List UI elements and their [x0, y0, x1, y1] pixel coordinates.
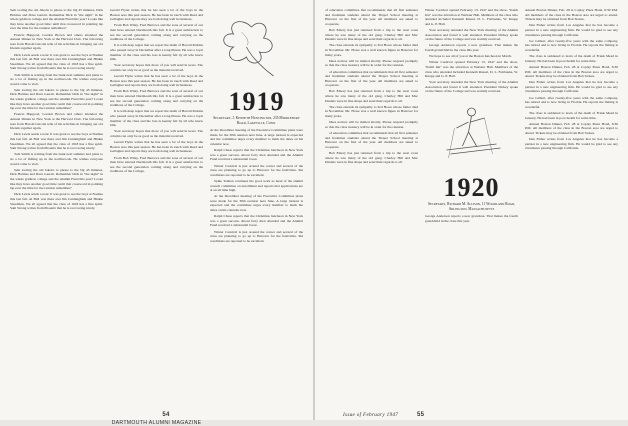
paragraph: Your secretary hopes that more of you will send in news. The column can only be as good as the material received. — [110, 63, 203, 72]
clover-illustration — [210, 12, 303, 82]
right-col-3 — [525, 8, 618, 394]
paragraph: of education committee that recommends that all first semester and freshmen students attend the Thayer School meeting at Hanover on the first of the year. All members are asked to cooperate. — [325, 69, 418, 88]
paragraph: Your secretary attended the New York meeting of the Alumni Association and found it well attended. President Dickey spoke on the future of the College and was warmly received. — [425, 80, 518, 94]
paragraph: Sent tooling the old Jakobs to phone to the big 45 minutes, Dick Holmes and Dave Garrett. Remember Dick in "the night" in the whole gridiron college and the Alumni Fund this year? Looks like they have another good time: until that crossword in pointing lap ever the time for the reunion remember? — [10, 87, 103, 111]
paragraph: Winter Carnival is just around the corner and several of the class are planning to go up to Hanover for the festivities. Ski conditions are reported to be excellent. — [210, 163, 303, 177]
paragraph: Winter Carnival opened February 13, 1947 and the show, "Keith Inn" was the attraction at Webster Hall. Members of the class who attended included Kenneth Russel, D. L. Fairbanks, W. Knapp and G. P. Hall. — [425, 60, 518, 79]
paragraph: Gerald Flynn writes that he has seen a lot of the boys in the Boston area this past season. He has been in touch with Reed and Gallagher and reports they are both doing well in business. — [110, 140, 203, 154]
left-page — [0, 0, 313, 426]
paragraph: Francis Hapgood, Gordon Brown and others attended the Annual Dinner in New York at the Harvard Club. The following note from Harold Lincoln tells of his activities in bringing our old friends together again. — [10, 32, 103, 51]
paragraph: Bob Emery has just returned from a trip to the west coast where he saw many of the old gang. Charley Hill and Mac Daniels were in fine shape and send their regards to all. — [325, 150, 418, 165]
paragraph: We hope to see all of you at the Boston luncheon in March. — [429, 54, 513, 59]
left-columns — [10, 8, 303, 394]
paragraph: Your secretary attended the New York meeting of the Alumni Association and found it well attended. President Dickey spoke on the future of the College and was warmly received. — [425, 27, 518, 42]
right-page — [315, 0, 628, 420]
paragraph: Dick Lewis sends a note: It was great to see the boys at Nashua this last fall. Al Ball was there and Jim Cunningham and Hinkie Steadman. We all agreed that the class of 1918 has a fine spirit. Sam Strong writes from Phoenix that he is recovering nicely. — [10, 52, 103, 71]
paragraph: From Bob Wiley, Fred Barrows and the sons of several of our men have entered Dartmouth this fall. It is a great satisfaction to see the second generation coming along and carrying on the traditions of the College. — [110, 23, 203, 42]
right-col-1 — [325, 8, 418, 394]
paragraph: Francis Hapgood, Gordon Brown and others attended the Annual Dinner in New York at the Harvard Club. The following note from Harold Lincoln tells of his activities in bringing our old friends together again. — [10, 112, 103, 131]
paragraph: of education committee that recommends that all first semester and freshmen students attend the Thayer School meeting at Hanover on the first of the year. All members are asked to cooperate. — [325, 8, 418, 26]
paragraph: Bob Emery has just returned from a trip to the west coast where he saw many of the old gang. Charley Hill and Mac Daniels were in fine shape and send their regards to all. — [325, 27, 418, 42]
paragraph: Annual Boston Dinner, Feb. 28 at Copley Plaza Hotel, 6:30 P.M. All members of the class in the Boston area are urged to attend. Tickets may be obtained from Bob Stokes. — [525, 64, 618, 79]
right-columns — [325, 8, 618, 394]
class-illustration — [425, 98, 518, 168]
paragraph: Your secretary hopes that more of you will send in news. The column can only be as good as the material received. — [110, 129, 203, 138]
paragraph: Ralph Chase reports that the Christmas luncheon in New York was a great success. About forty men attended and the Alumni Fund received a substantial boost. — [210, 148, 303, 162]
paragraph: George Anderson reports a new grandson. That makes the fourth grandchild in the class this year. — [425, 43, 518, 52]
paragraph: Spike Tonhan continues his good work as head of the alumni council committee on enrollment and reports that applications are at an all time high. — [210, 178, 303, 193]
paragraph: Joe Gilbert, after twenty-five years with the same company, has retired and is now living in Florida. He reports the fishing is wonderful. — [525, 38, 618, 52]
issue-date: Issue of February 1947 — [343, 412, 399, 418]
paragraph: Dan Fisher writes from Los Angeles that he has become a partner in a new engineering firm. He would be glad to see any classmates passing through California. — [525, 80, 618, 94]
magazine-name: DARTMOUTH ALUMNI MAGAZINE — [111, 420, 202, 426]
class-secretary: Secretary, J. Kenneth Huntington, 235 Middlebury Road, Lakeville, Conn. — [213, 116, 300, 125]
paragraph: Gerald Flynn writes that he has seen a lot of the boys in the Boston area this past season. He has been in touch with Reed and Gallagher and reports they are both doing well in business. — [110, 74, 203, 88]
paragraph: It is with deep regret that we report the death of Harold Perkins who passed away in December after a long illness. He was a loyal member of the class and his loss is keenly felt by all who knew him. — [110, 109, 203, 128]
paragraph: The class extends its sympathy to Ted Howe whose father died in November. Mr. Howe was a well known figure in Hanover for many years. — [325, 104, 418, 119]
paragraph: Winter Carnival is just around the corner and several of the class are planning to go up to Hanover for the festivities. Ski conditions are reported to be excellent. — [210, 229, 303, 243]
class-illustration — [210, 12, 303, 82]
class-year: 1919 — [228, 87, 285, 116]
paragraph: From Bob Wiley, Fred Barrows and the sons of several of our men have entered Dartmouth this fall. It is a great satisfaction to see the second generation coming along and carrying on the traditions of the College. — [110, 155, 203, 174]
paragraph: Dues notices will be mailed shortly. Please respond promptly so that the class treasury will be in order for the reunion. — [325, 120, 418, 129]
paragraph: George Anderson reports a new grandson. That makes the fourth grandchild in the class this year. — [425, 214, 518, 223]
skier-illustration — [425, 98, 518, 168]
paragraph: It is with deep regret that we report the death of Harold Perkins who passed away in December after a long illness. He was a loyal member of the class and his loss is keenly felt by all who knew him. — [110, 43, 203, 62]
class-secretary: Secretary, Richard M. Allison, 11 Woodland Road, Arlington, Massachusetts — [427, 202, 516, 211]
paragraph: Dick Lewis sends a note: It was great to see the boys at Nashua this last fall. Al Ball was there and Jim Cunningham and Hinkie Steadman. We all agreed that the class of 1918 has a fine spirit. Sam Strong writes from Phoenix that he is recovering nicely. — [10, 192, 103, 211]
right-col-2 — [425, 8, 518, 394]
paragraph: Sent tooling the old Jakobs to phone to the big 45 minutes, Dick Holmes and Dave Garrett. Remember Dick in "the night" in the whole gridiron college and the Alumni Fund this year? Looks like they have another good time: until that crossword in pointing lap ever the time for the reunion remember? — [10, 167, 103, 191]
class-heading-1920 — [425, 174, 518, 211]
paragraph: Dan Fisher writes from Los Angeles that he has become a partner in a new engineering firm. He would be glad to see any classmates passing through California. — [525, 23, 618, 37]
paragraph: Bob Emery has just returned from a trip to the west coast where he saw many of the old gang. Charley Hill and Mac Daniels were in fine shape and send their regards to all. — [325, 89, 418, 103]
paragraph: The class is saddened to learn of the death of Frank Mead in January. He had been in poor health for some time. — [525, 111, 618, 120]
paragraph: At the December meeting of the Executive Committee plans were made for the 30th reunion next June. A large turnout is expected and the committee urges every member to mark the dates on his calendar now. — [210, 194, 303, 213]
paragraph: At the December meeting of the Executive Committee plans were made for the 30th reunion next June. A large turnout is expected and the committee urges every member to mark the dates on his calendar now. — [210, 128, 303, 146]
paragraph: Dick Lewis sends a note: It was great to see the boys at Nashua this last fall. Al Ball was there and Jim Cunningham and Hinkie Steadman. We all agreed that the class of 1918 has a fine spirit. Sam Strong writes from Phoenix that he is recovering nicely. — [10, 132, 103, 151]
paragraph: Annual Boston Dinner, Feb. 28 at Copley Plaza Hotel, 6:30 P.M. All members of the class in the Boston area are urged to attend. Tickets may be obtained from Bob Stokes. — [525, 8, 618, 22]
paragraph: Tom Smith is retiring from the bank next summer and plans to do a lot of fishing up in the northwoods. He wishes everyone would come to visit. — [10, 72, 103, 86]
class-year: 1920 — [443, 173, 500, 203]
paragraph: Dan Fisher writes from Los Angeles that he has become a partner in a new engineering firm. He would be glad to see any classmates passing through California. — [525, 137, 618, 151]
paragraph: Sent tooling the old Jakobs to phone to the big 45 minutes, Dick Holmes and Dave Garrett. Remember Dick in "the night" in the whole gridiron college and the Alumni Fund this year? Looks like they have another good time: until that crossword in pointing lap ever the time for the reunion remember? — [10, 8, 103, 31]
page-number: 54 — [162, 412, 170, 418]
paragraph: From Bob Wiley, Fred Barrows and the sons of several of our men have entered Dartmouth this fall. It is a great satisfaction to see the second generation coming along and carrying on the traditions of the College. — [110, 89, 203, 108]
class-heading-1919 — [210, 88, 303, 125]
paragraph: Winter Carnival opened February 13, 1947 and the show, "Keith Inn" was the attraction at Webster Hall. Members of the class who attended included Kenneth Russel, D. L. Fairbanks, W. Knapp and G. P. Hall. — [425, 8, 518, 26]
paragraph: of education committee that recommends that all first semester and freshmen students attend the Thayer School meeting at Hanover on the first of the year. All members are asked to cooperate. — [325, 131, 418, 149]
page-number: 55 — [417, 412, 425, 418]
left-col-2 — [110, 8, 203, 394]
paragraph: Dues notices will be mailed shortly. Please respond promptly so that the class treasury will be in order for the reunion. — [325, 58, 418, 68]
paragraph: Tom Smith is retiring from the bank next summer and plans to do a lot of fishing up in the northwoods. He wishes everyone would come to visit. — [10, 152, 103, 166]
paragraph: Annual Boston Dinner, Feb. 28 at Copley Plaza Hotel, 6:30 P.M. All members of the class in the Boston area are urged to attend. Tickets may be obtained from Bob Stokes. — [525, 121, 618, 135]
paragraph: Ralph Chase reports that the Christmas luncheon in New York was a great success. About forty men attended and the Alumni Fund received a substantial boost. — [210, 214, 303, 228]
paragraph: Joe Gilbert, after twenty-five years with the same company, has retired and is now living in Florida. He reports the fishing is wonderful. — [525, 95, 618, 109]
left-col-3 — [210, 8, 303, 394]
paragraph: The class is saddened to learn of the death of Frank Mead in January. He had been in poor health for some time. — [525, 54, 618, 63]
paragraph: Gerald Flynn writes that he has seen a lot of the boys in the Boston area this past season. He has been in touch with Reed and Gallagher and reports they are both doing well in business. — [110, 8, 203, 22]
left-col-1 — [10, 8, 103, 394]
paragraph: The class extends its sympathy to Ted Howe whose father died in November. Mr. Howe was a well known figure in Hanover for many years. — [325, 43, 418, 57]
